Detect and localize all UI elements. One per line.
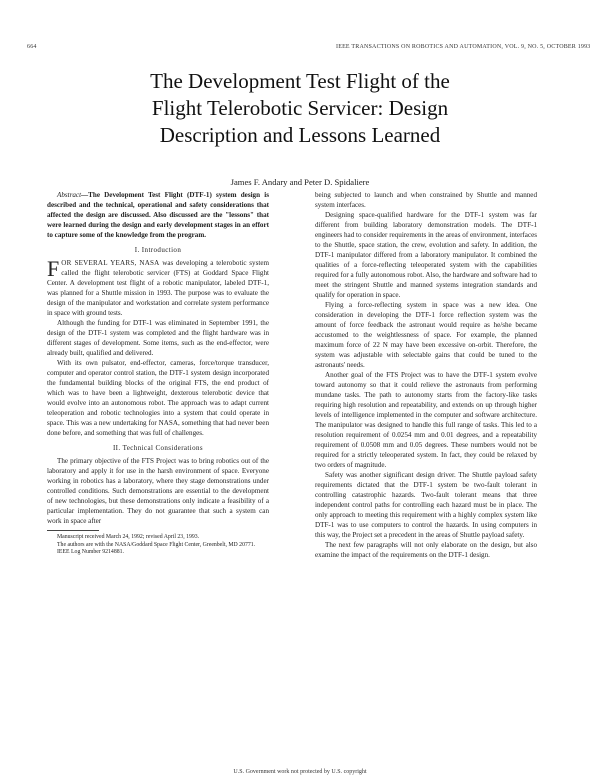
page-number: 664 bbox=[27, 44, 37, 50]
intro-paragraph-1 bbox=[47, 258, 269, 318]
right-column bbox=[315, 190, 537, 560]
footnote-log-number: IEEE Log Number 9214881. bbox=[57, 549, 124, 556]
footnote-manuscript: Manuscript received March 24, 1992; revised April 23, 1993. bbox=[57, 534, 200, 540]
intro-paragraph-2: Although the funding for DTF-1 was eliminated in September 1991, the design of the DTF-1 system was completed and the flight hardware was in different stages of development. Some items, such as the end-effector, were already built, qualified and delivered. bbox=[47, 319, 269, 357]
running-header: IEEE TRANSACTIONS ON ROBOTICS AND AUTOMATION, VOL. 9, NO. 5, OCTOBER 1993 bbox=[336, 44, 591, 50]
intro-text-1: was developing a telerobotic system called the flight telerobotic servicer (FTS) at Goddard Space Flight Center. A development test flight of a robotic manipulator, labeled DTF-1, was planned for a Shuttle mission in 1993. The purpose was to evaluate the design of the manipulator and workstation and correlate system performance in space with ground tests. bbox=[47, 259, 269, 317]
drop-cap: F bbox=[47, 256, 60, 281]
title-line-3: Description and Lessons Learned bbox=[159, 123, 441, 147]
footnote-affiliation: The authors are with the NASA/Goddard Space Flight Center, Greenbelt, MD 20771. bbox=[57, 541, 256, 548]
left-column bbox=[47, 190, 269, 557]
abstract bbox=[47, 190, 269, 240]
abstract-label: Abstract bbox=[57, 191, 82, 199]
authors: James F. Andary and Peter D. Spidaliere bbox=[230, 177, 370, 187]
technical-paragraph-1: The primary objective of the FTS Project was to bring robotics out of the laboratory and apply it for use in the harsh environment of space. Everyone working in robotics has a laboratory, where they stage demonstrations under controlled conditions. Such demonstrations are essential to the development of new technologies, but these demonstrations only indicate a feasibility of a particular implementation. They do not guarantee that such a system can work in space after bbox=[47, 457, 269, 525]
section-heading-introduction: I. Introduction bbox=[134, 246, 182, 254]
title-line-1: The Development Test Flight of the bbox=[150, 69, 450, 93]
right-paragraph-1: being subjected to launch and when constrained by Shuttle and manned system interfaces. bbox=[315, 191, 537, 209]
right-paragraph-5: Safety was another significant design driver. The Shuttle payload safety requirements dictated that the DTF-1 system be two-fault tolerant in controlling catastrophic hazards. Two-fault tolerant means that three independent control paths for controlling each hazard must be in place. The only approach to meeting this requirement with a highly complex system like DTF-1 was to use computers to control the hazards. In using computers in this way, the Project set a precedent in the areas of Shuttle payload safety. bbox=[315, 471, 537, 539]
abstract-text: —The Development Test Flight (DTF-1) system design is described and the technical, operational and safety considerations that affected the design are discussed. Also discussed are the "lessons" that were learned during the design and early development stages in an effort to capture some of the knowledge from the program. bbox=[47, 191, 269, 239]
right-paragraph-3: Flying a force-reflecting system in space was a new idea. One consideration in developing the DTF-1 force reflection system was the amount of force feedback the astronaut would require as he/she became accustomed to the weightlessness of space. For example, the planned maximum force of 22 N may have been excessive on-orbit. Therefore, the system was adjustable with selectable gains that could be tuned to the astronauts' needs. bbox=[315, 301, 537, 369]
copyright-footer: U.S. Government work not protected by U.S. copyright bbox=[233, 769, 367, 775]
right-paragraph-2: Designing space-qualified hardware for the DTF-1 system was far different from building laboratory demonstration models. The DTF-1 engineers had to consider requirements in the areas of environment, interfaces to the Shuttle, space station, the crew, evolution and safety. In addition, the DTF-1 manipulator differed from a laboratory manipulator. It combined the qualities of a force-reflecting teleoperated system with the capabilities required for a fully autonomous robot. Also, the hardware and software had to meet the stringent Shuttle and manned systems integration standards and qualify for operation in space. bbox=[315, 211, 537, 299]
footnote-rule bbox=[47, 530, 99, 531]
section-heading-technical: II. Technical Considerations bbox=[112, 444, 204, 452]
right-paragraph-6: The next few paragraphs will not only elaborate on the design, but also examine the impact of the requirements on the DTF-1 design. bbox=[315, 541, 537, 559]
intro-lead-caps: OR SEVERAL YEARS, NASA bbox=[61, 259, 160, 267]
right-paragraph-4: Another goal of the FTS Project was to have the DTF-1 system evolve toward autonomy so that it could relieve the astronauts from performing mundane tasks. The path to autonomy starts from the factory-like tasks requiring high resolution and repeatability, and extends on up through higher levels of intelligence implemented in the computer and software architecture. The manipulator was designed to handle this full range of tasks. This led to a resolution requirement of 0.0254 mm and 0.01 degrees, and a repeatability requirement of 0.0508 mm and 0.05 degrees. These numbers would not be required for a strictly teleoperated system. In fact, they could be relaxed by two orders of magnitude. bbox=[315, 371, 537, 469]
title-line-2: Flight Telerobotic Servicer: Design bbox=[151, 96, 449, 120]
intro-paragraph-3: With its own pulsator, end-effector, cameras, force/torque transducer, computer and operator control station, the DTF-1 system design incorporated the fundamental building blocks of the original FTS, the end product of which was to have been a lightweight, dexterous telerobotic device that would evolve into an autonomous robot. The approach was to adapt current teleoperation and robotic technologies into a system that could operate in space. This was a new undertaking for NASA, something that had never been done before, and something that was full of challenges. bbox=[47, 359, 269, 437]
